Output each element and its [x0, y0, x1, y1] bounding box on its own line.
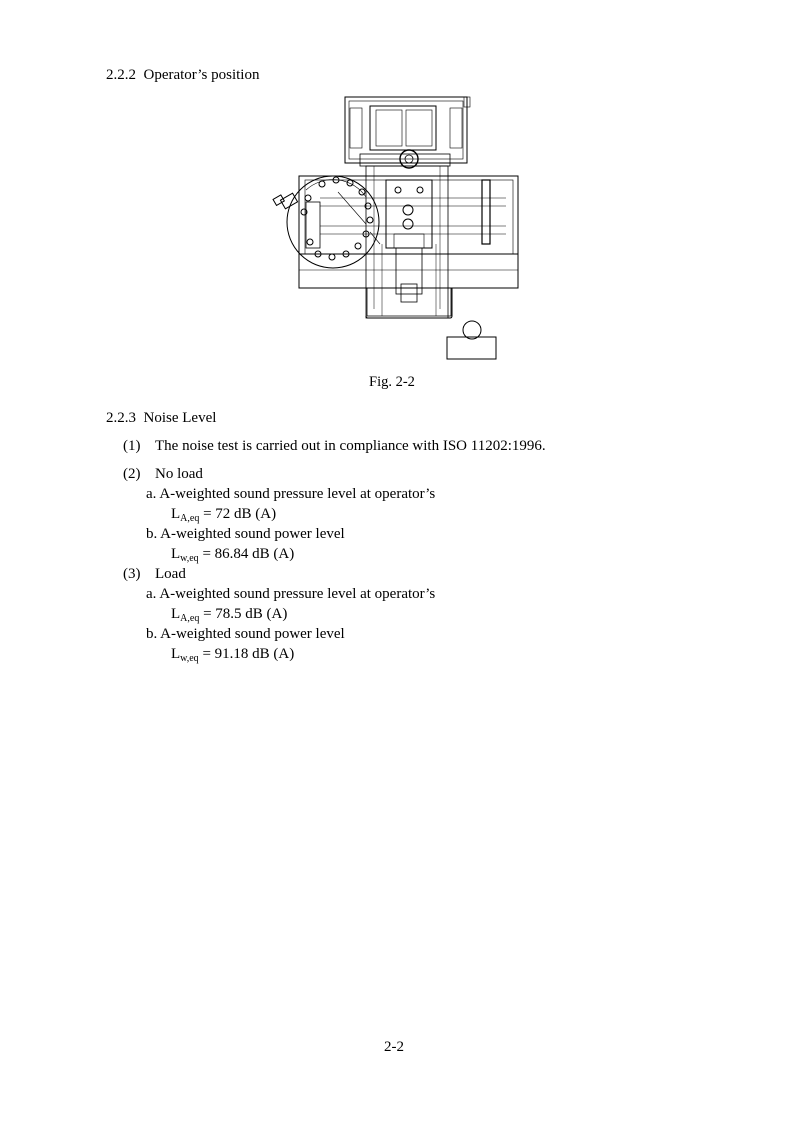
- item-2-number: (2): [123, 466, 141, 482]
- item-3a-formula: [171, 607, 287, 622]
- item-3-text: Load: [155, 566, 186, 582]
- item-2a-label: a. A-weighted sound pressure level at operator’s: [146, 486, 436, 502]
- formula-subscript: A,eq: [180, 513, 200, 524]
- section-title: Noise Level: [143, 410, 217, 426]
- item-3-number: (3): [123, 566, 141, 582]
- machine-table: [299, 176, 518, 288]
- operator-position-drawing: [270, 94, 526, 362]
- item-2-text: No load: [155, 466, 203, 482]
- formula-symbol: L: [171, 606, 181, 622]
- formula-subscript: w,eq: [180, 553, 199, 564]
- section-heading-2-2-3: [106, 411, 216, 426]
- item-2b-label: b. A-weighted sound power level: [146, 526, 345, 542]
- item-3b-label: b. A-weighted sound power level: [146, 626, 345, 642]
- item-3a-label: a. A-weighted sound pressure level at operator’s: [146, 586, 436, 602]
- formula-value: = 91.18 dB (A): [202, 646, 295, 662]
- item-2b-formula: [171, 547, 294, 562]
- item-1-text: The noise test is carried out in compliance with ISO 11202:1996.: [155, 438, 546, 454]
- section-number: 2.2.2: [106, 67, 136, 83]
- formula-symbol: L: [171, 646, 181, 662]
- formula-value: = 86.84 dB (A): [202, 546, 295, 562]
- section-heading-2-2-2: [106, 68, 259, 83]
- formula-symbol: L: [171, 546, 181, 562]
- section-number: 2.2.3: [106, 410, 136, 426]
- formula-subscript: w,eq: [180, 653, 199, 664]
- operator-body-symbol: [447, 337, 496, 359]
- formula-value: = 78.5 dB (A): [203, 606, 288, 622]
- figure-caption: Fig. 2-2: [369, 374, 415, 390]
- formula-value: = 72 dB (A): [203, 506, 277, 522]
- operator-head-symbol: [463, 321, 481, 339]
- item-1-number: (1): [123, 438, 141, 454]
- formula-subscript: A,eq: [180, 613, 200, 624]
- item-3b-formula: [171, 647, 294, 662]
- section-title: Operator’s position: [143, 67, 260, 83]
- page-number: 2-2: [384, 1039, 404, 1055]
- formula-symbol: L: [171, 506, 181, 522]
- item-2a-formula: [171, 507, 276, 522]
